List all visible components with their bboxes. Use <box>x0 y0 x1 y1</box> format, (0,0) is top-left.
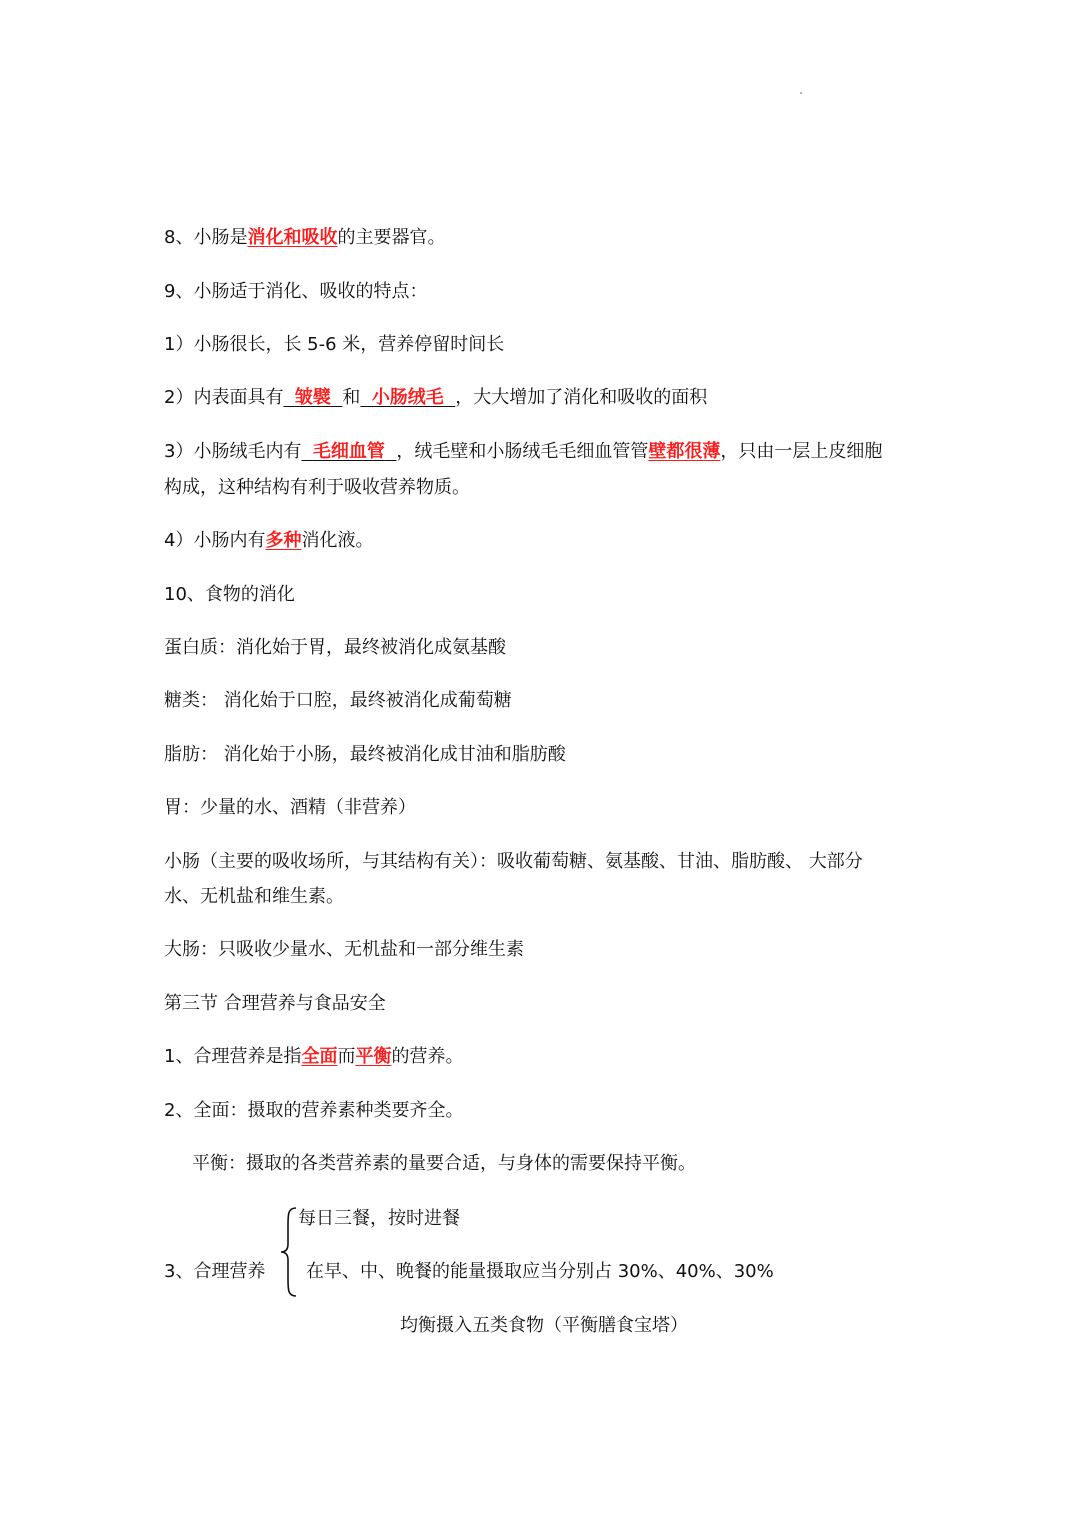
feature-3 <box>164 439 882 465</box>
nutrition-highlight-2: 平衡 <box>355 1046 392 1067</box>
fill-answer-1: 皱襞 <box>294 387 331 408</box>
feature-2-suffix: ，大大增加了消化和吸收的面积 <box>455 387 708 408</box>
feature-3-suffix: ，只由一层上皮细胞 <box>720 441 883 462</box>
point-9-heading: 9、小肠适于消化、吸收的特点： <box>164 281 428 302</box>
feature-3-prefix: 3）小肠绒毛内有 <box>164 441 302 462</box>
feature-4-suffix: 消化液。 <box>301 530 374 551</box>
feature-2-mid: 和 <box>342 387 361 408</box>
fill-blank-1 <box>283 387 342 408</box>
nutrition-point-1 <box>164 1044 463 1070</box>
nutrition-point-2: 2、全面：摄取的营养素种类要齐全。 <box>164 1100 464 1121</box>
nutrition-item-2: 在早、中、晚餐的能量摄取应当分别占 30%、40%、30% <box>306 1261 774 1282</box>
feature-4-highlight: 多种 <box>265 530 302 551</box>
feature-3-continued: 构成，这种结构有利于吸收营养物质。 <box>164 477 470 498</box>
point-8-highlight: 消化和吸收 <box>247 227 338 248</box>
fill-blank-2 <box>360 387 455 408</box>
feature-1: 1）小肠很长，长 5-6 米，营养停留时间长 <box>164 334 505 355</box>
nutrition-balance: 平衡：摄取的各类营养素的量要合适，与身体的需要保持平衡。 <box>192 1153 696 1174</box>
nutrition-point-3-label: 3、合理营养 <box>164 1261 266 1282</box>
point-8 <box>164 225 445 251</box>
digestion-protein: 蛋白质：消化始于胃，最终被消化成氨基酸 <box>164 637 506 658</box>
point-8-suffix: 的主要器官。 <box>337 227 446 248</box>
feature-3-mid: ，绒毛壁和小肠绒毛毛细血管管 <box>396 441 649 462</box>
fill-answer-3: 毛细血管 <box>312 441 385 462</box>
digestion-sugar: 糖类： 消化始于口腔，最终被消化成葡萄糖 <box>164 690 512 711</box>
absorption-small-intestine-continued: 水、无机盐和维生素。 <box>164 886 344 907</box>
digestion-fat: 脂肪： 消化始于小肠，最终被消化成甘油和脂肪酸 <box>164 744 566 765</box>
absorption-small-intestine: 小肠（主要的吸收场所，与其结构有关）：吸收葡萄糖、氨基酸、甘油、脂肪酸、 大部分 <box>164 851 863 872</box>
curly-brace-icon <box>280 1206 298 1298</box>
nutrition-point-1-mid: 而 <box>337 1046 356 1067</box>
fill-blank-3 <box>301 441 396 462</box>
nutrition-item-3: 均衡摄入五类食物（平衡膳食宝塔） <box>400 1315 688 1336</box>
nutrition-highlight-1: 全面 <box>301 1046 338 1067</box>
feature-4-prefix: 4）小肠内有 <box>164 530 266 551</box>
nutrition-point-1-prefix: 1、合理营养是指 <box>164 1046 302 1067</box>
absorption-large-intestine: 大肠：只吸收少量水、无机盐和一部分维生素 <box>164 939 524 960</box>
absorption-stomach: 胃：少量的水、酒精（非营养） <box>164 797 416 818</box>
feature-4 <box>164 528 373 554</box>
section-3-title: 第三节 合理营养与食品安全 <box>164 993 386 1014</box>
feature-2-prefix: 2）内表面具有 <box>164 387 284 408</box>
nutrition-point-1-suffix: 的营养。 <box>391 1046 464 1067</box>
fill-answer-2: 小肠绒毛 <box>371 387 444 408</box>
feature-2 <box>164 385 707 411</box>
scan-speck <box>800 92 802 94</box>
point-10-heading: 10、食物的消化 <box>164 584 295 605</box>
feature-3-highlight: 壁都很薄 <box>648 441 721 462</box>
point-8-prefix: 8、小肠是 <box>164 227 248 248</box>
nutrition-item-1: 每日三餐，按时进餐 <box>298 1208 460 1229</box>
